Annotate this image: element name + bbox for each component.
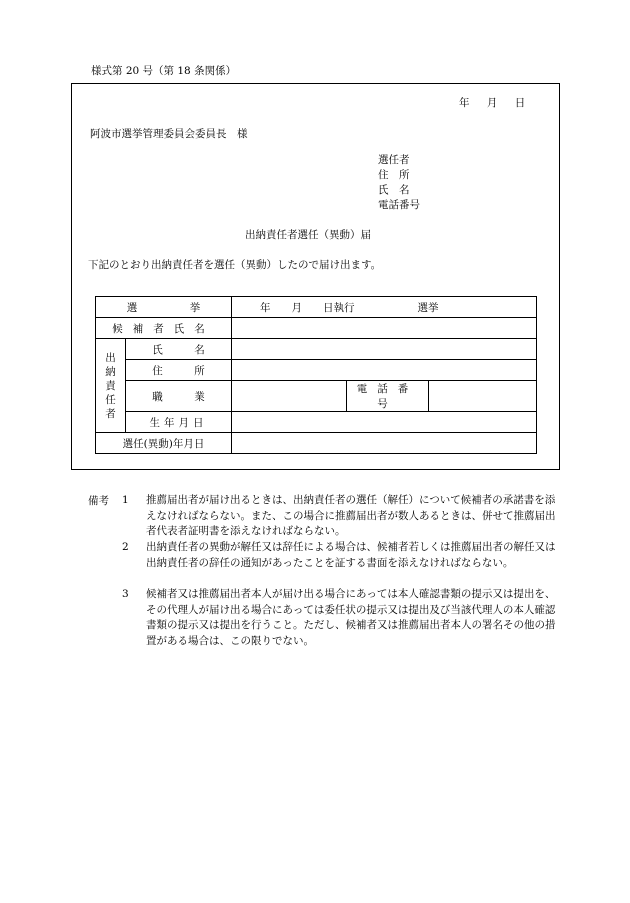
note-item bbox=[122, 587, 560, 649]
year-label: 年 bbox=[459, 97, 470, 109]
note-text: 候補者又は推薦届出者本人が届け出る場合にあっては本人確認書類の提示又は提出を、その代理人が届け出る場合にあっては委任状の提示又は提出及び当該代理人の本人確認書類の提示又は提出を行うこと。ただし、候補者又は推薦届出者本人の署名その他の措置がある場合は、この限りでない。 bbox=[146, 588, 556, 647]
treasurer-char: 責 bbox=[105, 379, 116, 392]
submitter-phone-label: 電話番号 bbox=[378, 199, 420, 211]
addressee: 阿波市選挙管理委員会委員長 様 bbox=[90, 128, 248, 140]
treasurer-address-field[interactable] bbox=[232, 360, 537, 381]
notes-heading: 備考 bbox=[88, 495, 109, 507]
treasurer-birth-field[interactable] bbox=[232, 412, 537, 433]
form-number-label: 様式第 20 号（第 18 条関係） bbox=[91, 65, 237, 77]
form-title: 出納責任者選任（異動）届 bbox=[245, 229, 371, 241]
month-label: 月 bbox=[486, 97, 498, 109]
note-text: 出納責任者の異動が解任又は辞任による場合は、候補者若しくは推薦届出者の解任又は出納責任者の辞任の通知があったことを証する書面を添えなければならない。 bbox=[146, 541, 556, 569]
note-item bbox=[122, 493, 560, 540]
note-text: 推薦届出者が届け出るときは、出納責任者の選任（解任）について候補者の承諾書を添えなければならない。また、この場合に推薦届出者が数人あるときは、併せて推薦届出者代表者証明書を添えなければならない。 bbox=[146, 494, 556, 537]
table-row-treasurer-name bbox=[96, 339, 537, 360]
treasurer-char: 者 bbox=[105, 407, 116, 420]
treasurer-job-label: 職 業 bbox=[126, 381, 232, 412]
submitter-address-label: 住 所 bbox=[378, 169, 410, 181]
submitter-role: 選任者 bbox=[378, 154, 410, 166]
intro-text: 下記のとおり出納責任者を選任（異動）したので届け出ます。 bbox=[88, 259, 382, 271]
phone-label: 電話番号 bbox=[347, 381, 429, 412]
phone-field[interactable] bbox=[429, 381, 537, 412]
candidate-name-field[interactable] bbox=[232, 318, 537, 339]
treasurer-char: 納 bbox=[105, 365, 116, 378]
treasurer-name-field[interactable] bbox=[232, 339, 537, 360]
table-row-candidate bbox=[96, 318, 537, 339]
note-number: 1 bbox=[122, 494, 129, 506]
table-row-election bbox=[96, 297, 537, 318]
treasurer-name-label: 氏 名 bbox=[126, 339, 232, 360]
treasurer-group-label bbox=[96, 339, 126, 433]
table-row-treasurer-birth bbox=[96, 412, 537, 433]
election-value: 年 月 日執行 選挙 bbox=[232, 297, 537, 318]
date-line bbox=[459, 95, 525, 110]
treasurer-job-field[interactable] bbox=[232, 381, 347, 412]
treasurer-char: 任 bbox=[105, 393, 116, 406]
note-item bbox=[122, 540, 560, 571]
table-row-appointment-date bbox=[96, 433, 537, 454]
treasurer-char: 出 bbox=[105, 351, 116, 364]
treasurer-address-label: 住 所 bbox=[126, 360, 232, 381]
table-row-treasurer-address bbox=[96, 360, 537, 381]
submitter-name-label: 氏 名 bbox=[378, 184, 410, 196]
note-number: 2 bbox=[122, 541, 129, 553]
appointment-date-field[interactable] bbox=[232, 433, 537, 454]
day-label: 日 bbox=[514, 97, 526, 109]
appointment-date-label: 選任(異動)年月日 bbox=[96, 433, 232, 454]
table-row-treasurer-job bbox=[96, 381, 537, 412]
note-number: 3 bbox=[122, 588, 129, 600]
treasurer-table bbox=[95, 296, 537, 454]
treasurer-birth-label: 生年月日 bbox=[126, 412, 232, 433]
election-label: 選 挙 bbox=[96, 297, 232, 318]
candidate-name-label: 候補者氏名 bbox=[96, 318, 232, 339]
